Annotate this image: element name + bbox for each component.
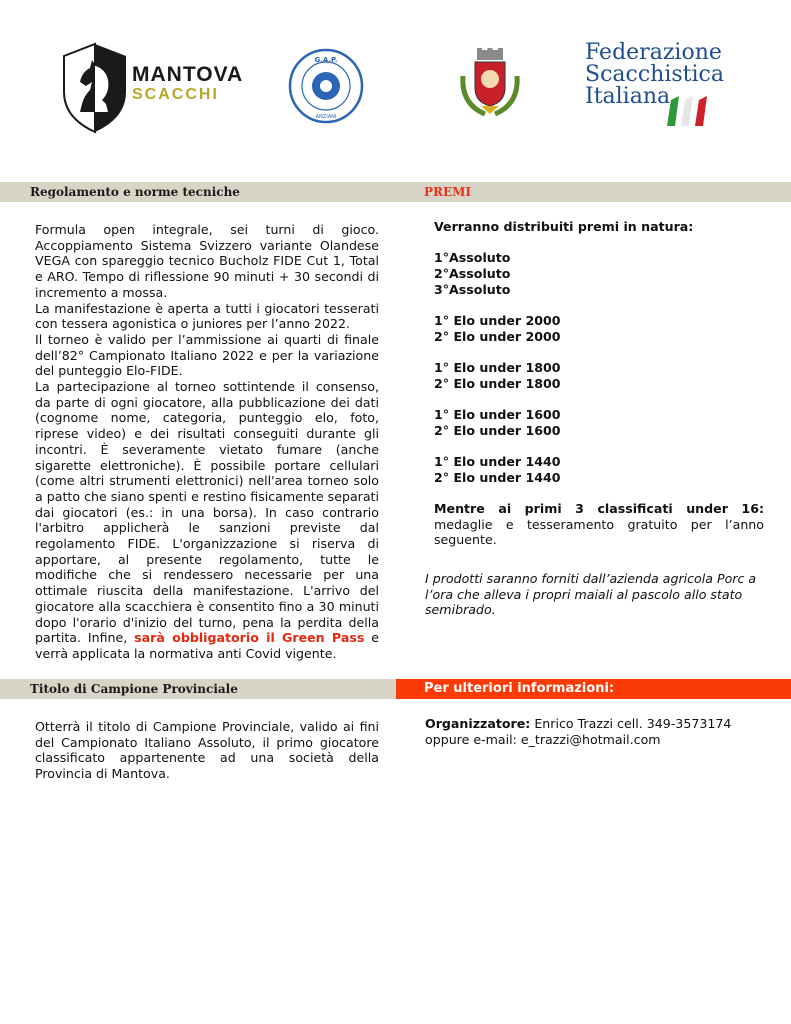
regolamento-p4 [35,379,379,662]
premi-note: I prodotti saranno forniti dall’azienda agricola Porc a l’ora che alleva i propri maiali al pascolo allo stato semibrado. [425,571,757,618]
organizer-label: Organizzatore: [425,716,531,731]
regolamento-p3: Il torneo è valido per l’ammissione ai quarti di finale dell’82° Campionato Italiano 2022 e per la variazione del punteggio Elo-FIDE. [35,331,379,379]
info-heading: Per ulteriori informazioni: [424,681,615,696]
gap-logo [288,48,364,124]
prize-item: 1° Elo under 2000 [434,313,561,329]
organizer-line [425,716,775,732]
organizer-value: Enrico Trazzi cell. 349-3573174 [530,716,732,731]
premi-under16 [434,501,764,548]
regolamento-heading-bar [0,182,396,202]
crest-icon [455,46,525,118]
premi-heading-bar [396,182,791,202]
premi-group-1600 [434,407,764,438]
prize-item: 1°Assoluto [434,250,511,266]
prize-item: 2°Assoluto [434,266,511,282]
prize-item: 3°Assoluto [434,281,511,297]
premi-heading: PREMI [424,185,472,199]
mantova-scacchi-logo [60,42,250,132]
knight-shield-icon [60,42,130,134]
mantova-word: MANTOVA [132,63,244,86]
svg-text:ANZIANI: ANZIANI [315,114,337,120]
prize-item: 2° Elo under 1440 [434,470,561,486]
titolo-heading: Titolo di Campione Provinciale [30,682,238,696]
regolamento-p1: Formula open integrale, sei turni di gioco. Accoppiamento Sistema Svizzero variante Olandese VEGA con spareggio tecnico Bucholz FIDE Cut 1, Total e ARO. Tempo di riflessione 90 minuti + 30 secondi di incremento a mossa. [35,222,379,300]
premi-intro: Verranno distribuiti premi in natura: [434,219,694,234]
regolamento-body [35,222,379,662]
regolamento-p4b: e verrà applicata la normativa anti Covid vigente. [35,630,379,661]
prize-item: 2° Elo under 2000 [434,328,561,344]
prize-item: 1° Elo under 1440 [434,454,561,470]
svg-text:G.A.P.: G.A.P. [314,56,338,64]
gap-badge-icon [288,48,364,124]
regolamento-p2: La manifestazione è aperta a tutti i giocatori tesserati con tessera agonistica o juniores per l’anno 2022. [35,300,379,332]
prize-item: 1° Elo under 1600 [434,407,561,423]
prize-item: 1° Elo under 1800 [434,360,561,376]
premi-body [434,219,764,502]
municipal-crest-logo [455,46,525,118]
titolo-heading-bar [0,679,396,699]
italian-flag-icon [667,94,713,128]
premi-group-1800 [434,360,764,391]
premi-group-2000 [434,313,764,344]
titolo-body: Otterrà il titolo di Campione Provinciale, valido ai fini del Campionato Italiano Assoluto, il primo giocatore classificato appartenente ad una società della Provincia di Mantova. [35,719,379,782]
info-heading-bar [396,679,791,699]
fsi-line1: Federazione [585,40,722,65]
fsi-logo [585,42,735,108]
under16-label: Mentre ai primi 3 classificati under 16: [434,501,764,516]
regolamento-p4a: La partecipazione al torneo sottintende il consenso, da parte di ogni giocatore, alla pubblicazione dei dati (cognome nome, categoria, punteggio elo, foto, riprese video) e dei risultati conseguiti durante gli incontri. È severamente vietato fumare (anche sigarette elettroniche). È possibile portare cellulari (come altri strumenti elettronici) nell'area torneo solo a patto che siano spenti e restino fisicamente separati dai giocatori (es.: in una borsa). In caso contrario l'arbitro applicherà le sanzioni previste dal regolamento FIDE. L'organizzazione si riserva di apportare, al presente regolamento, tutte le modifiche che si rendessero necessarie per una ottimale riuscita della manifestazione. L'arrivo del giocatore alla scacchiera è consentito fino a 30 minuti dopo l'orario d'inizio del turno, pena la perdita della partita. Infine, [35,379,379,646]
fsi-line3: Italiana [585,84,671,109]
prize-item: 2° Elo under 1800 [434,375,561,391]
premi-group-assoluto [434,250,764,297]
premi-group-1440 [434,454,764,485]
fsi-line2: Scacchistica [585,62,724,87]
green-pass-notice: sarà obbligatorio il Green Pass [134,630,365,646]
under16-text: medaglie e tesseramento gratuito per l’anno seguente. [434,516,764,548]
regolamento-heading: Regolamento e norme tecniche [30,185,240,199]
scacchi-word: SCACCHI [132,86,219,103]
info-body [425,716,775,747]
email-line: oppure e-mail: e_trazzi@hotmail.com [425,731,661,747]
prize-item: 2° Elo under 1600 [434,423,561,439]
